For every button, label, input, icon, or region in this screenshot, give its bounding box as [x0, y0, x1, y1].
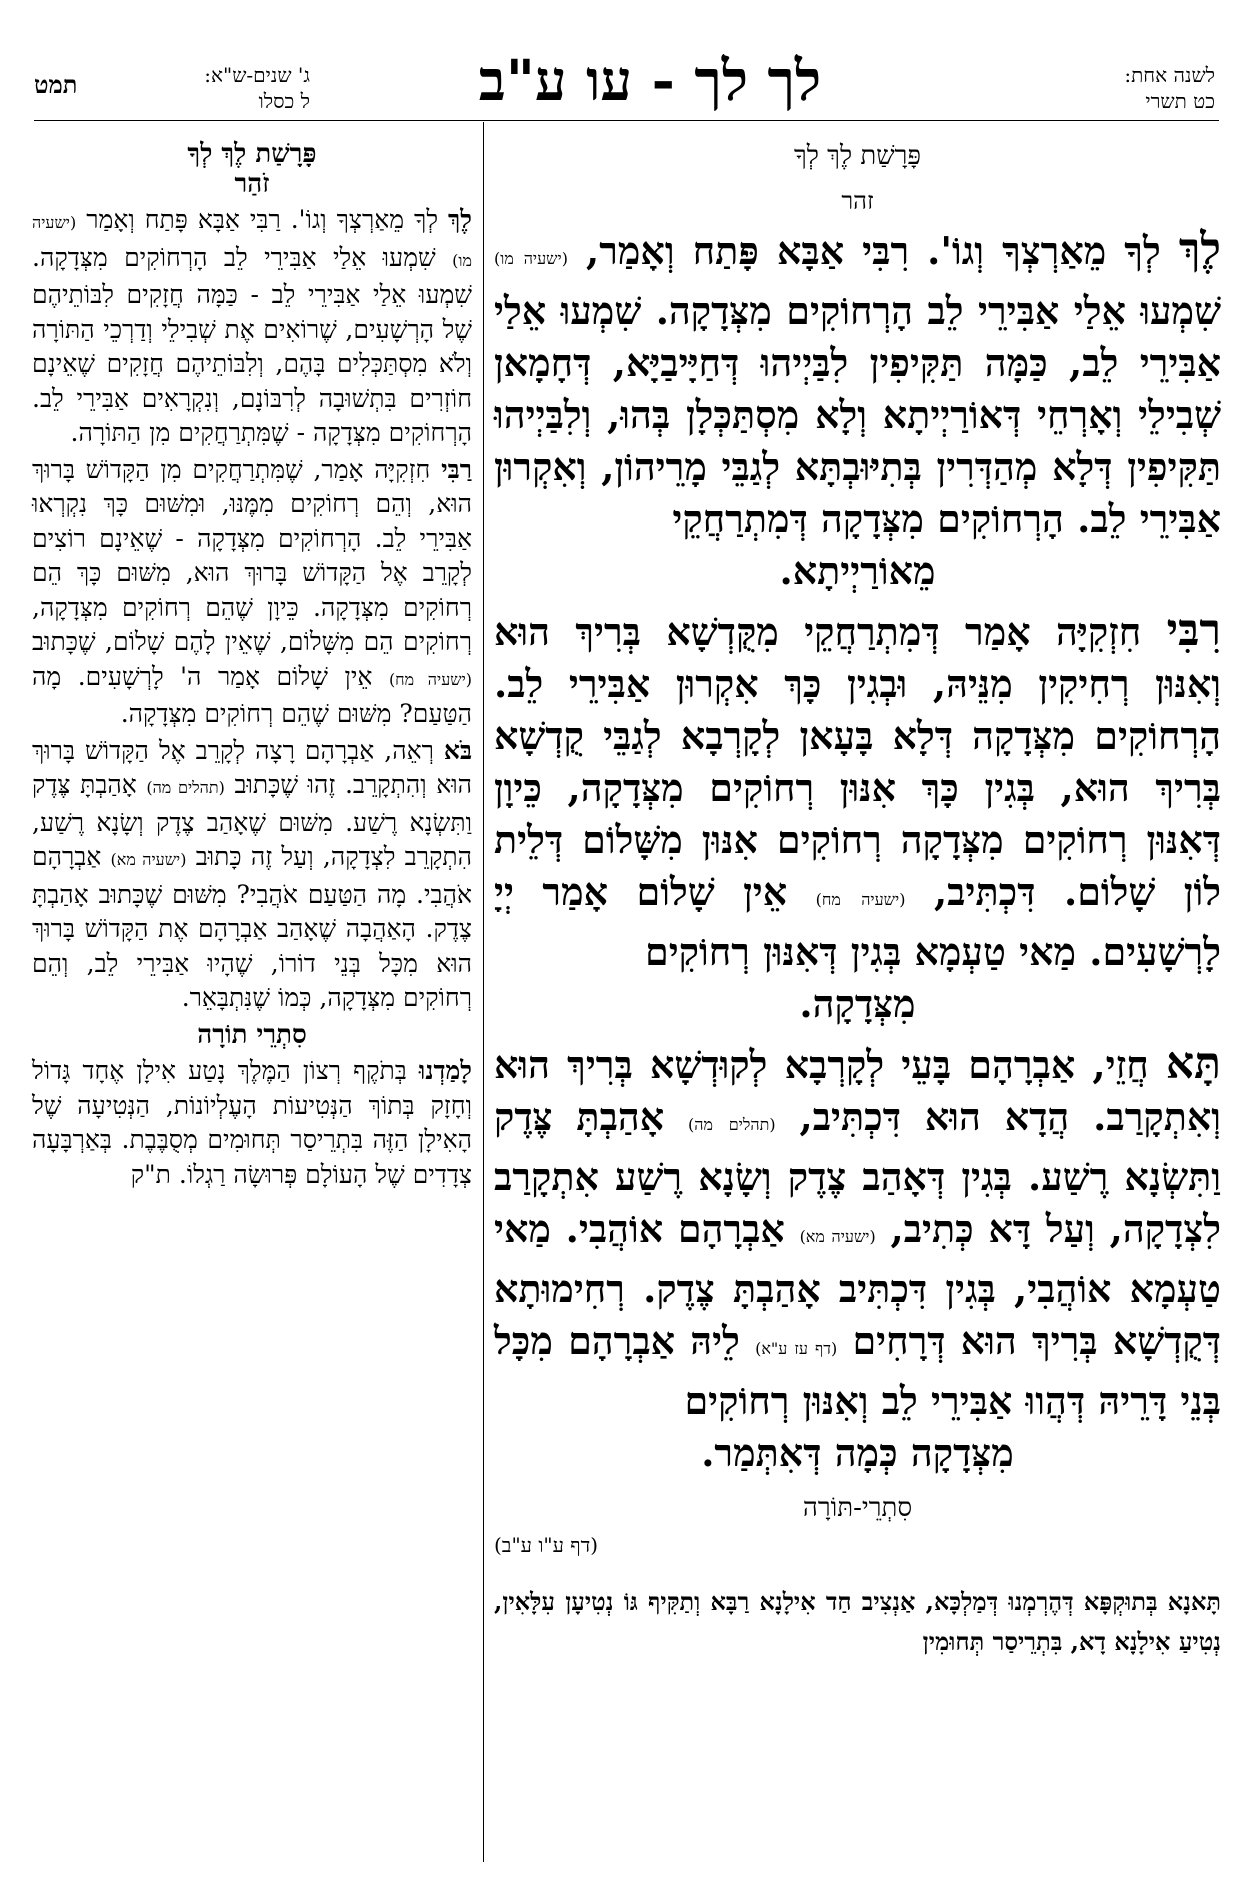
drop-word: רַבִּי: [441, 454, 472, 484]
parsha-heading: פָּרָשַׁת לֶךְ לְךָ: [793, 141, 922, 171]
daf-reference: (דף עז ע"א): [755, 1339, 838, 1358]
drop-word: לָמַדְנוּ: [418, 1056, 472, 1085]
verse-reference: (תהלים מה): [146, 778, 225, 797]
drop-word: תָּא: [1165, 1038, 1221, 1089]
column-divider: [483, 122, 484, 1862]
drop-word: רִבִּי: [1166, 605, 1221, 656]
verse-reference: (ישעיה מו): [494, 249, 568, 268]
drop-word: לֶךְ: [1178, 224, 1222, 275]
header-divider: [34, 120, 1219, 121]
verse-reference: (ישעיה מא): [110, 850, 187, 869]
translation-paragraph: [32, 734, 472, 1016]
verse-reference: (ישעיה מא): [799, 1227, 876, 1246]
verse-reference: (ישעיה מח): [815, 890, 906, 909]
zohar-heading: זֹהַר: [234, 169, 270, 199]
header-left-line1: ג' שנים-ש"א:: [204, 63, 310, 87]
sitrei-torah-heading: סִתְרֵי-תּוֹרָה: [802, 1493, 913, 1523]
drop-word: לֶךְ: [448, 205, 472, 234]
zohar-heading: זהר: [841, 187, 874, 215]
main-paragraph: [494, 224, 1221, 597]
translation-text: [32, 203, 472, 1192]
verse-reference: (ישעיה מו): [32, 213, 472, 270]
main-paragraph: [494, 605, 1221, 1030]
text-run: אַבְרָהָם אוֹהֲבִי. מַאי טַעְמָא אוֹהֲבִי, בְּגִין דִּכְתִּיב אָהַבְתָּ צֶדֶק. רְחִימוּתָא דְּקֻדְשָׁא בְּרִיךְ הוּא דְּרָחִים: [494, 1206, 1222, 1363]
header-left-line2: ל כסלו: [258, 89, 310, 113]
text-run: שִׁמְעוּ אֵלַי אַבִּירֵי לֵב הָרְחוֹקִים מִצְּדָקָה. שִׁמְעוּ אֵלַי אַבִּירֵי לֵב - כַּמָּה חֲזָקִים לִבּוֹתֵיהֶם שֶׁל הָרְשָׁעִים, שֶׁרוֹאִים אֶת שְׁבִילֵי וְדַרְכֵי הַתּוֹרָה וְלֹא מִסְתַּכְּלִים בָּהֶם, וְלִבּוֹתֵיהֶם חֲזָקִים שֶׁאֵינָם חוֹזְרִים בִּתְשׁוּבָה לְרִבּוֹנָם, וְנִקְרָאִים אַבִּירֵי לֵב. הָרְחוֹקִים מִצְּדָקָה - שֶׁמִּתְרַחֲקִים מִן הַתּוֹרָה.: [32, 242, 472, 447]
text-run: אֵין שָׁלוֹם אָמַר יְיָ לָרְשָׁעִים. מַאי טַעְמָא בְּגִין דְּאִנּוּן רְחוֹקִים: [494, 869, 1221, 974]
text-run: בְּתֹקֶף רְצוֹן הַמֶּלֶךְ נָטַע אִילָן אֶחָד גָּדוֹל וְחָזָק בְּתוֹךְ הַנְּטִיעוֹת הָעֶלְיוֹנוֹת, הַנְּטִיעָה שֶׁל הָאִילָן הַזֶּה בִּתְרֵיסַר תְּחוּמִים מְסֻבֶּבֶת. בְּאַרְבָּעָה צְדָדִים שֶׁל הָעוֹלָם פְּרוּשָׂה רַגְלוֹ. ת"ק: [32, 1056, 472, 1189]
translation-paragraph: [32, 453, 472, 732]
text-run: חִזְקִיָּה אָמַר דְּמִתְרַחֲקֵי מִקֻּדְשָׁא בְּרִיךְ הוּא וְאִנּוּן רְחִיקִין מִנֵּיהּ, וּבְגִין כָּךְ אִקְרוּן אַבִּירֵי לֵב. הָרְחוֹקִים מִצְּדָקָה דְּלָא בָּעָאן לְקָרְבָא לְגַבֵּי קֻדְשָׁא בְּרִיךְ הוּא, בְּגִין כָּךְ אִנּוּן רְחוֹקִים מִצְּדָקָה, כֵּיוָן דְּאִנּוּן רְחוֹקִים מִצְּדָקָה רְחוֹקִים אִנּוּן מִשָּׁלוֹם דְּלֵית לוֹן שָׁלוֹם. דִּכְתִּיב,: [494, 609, 1221, 914]
sitrei-torah-heading: סִתְרֵי תוֹרָה: [197, 1019, 307, 1050]
header-right-line2: כט תשרי: [1145, 89, 1215, 113]
text-run: אֵין שָׁלוֹם אָמַר ה' לָרְשָׁעִים. מָה הַטַּעַם? מִשּׁוּם שֶׁהֵם רְחוֹקִים מִצְּדָקָה.: [32, 661, 472, 728]
running-header: [0, 0, 1253, 114]
text-run: לְךָ מֵאַרְצְךָ וְגוֹ'. רִבִּי אַבָּא פָּתַח וְאָמַר,: [586, 228, 1179, 273]
header-left-note: [140, 62, 310, 114]
header-right-line1: לשנה אחת:: [1124, 63, 1215, 87]
paragraph-tail: מִצְּדָקָה.: [799, 981, 916, 1026]
text-run: אָהַבְתָּ צֶּדֶק וַתִּשְׂנָא רֶשַׁע. מִשּׁוּם שֶׁאָהַב צֶדֶק וְשָׂנָא רֶשַׁע, הִתְקָרֵב לִצְדָקָה, וְעַל זֶה כָּתוּב: [32, 770, 472, 871]
text-run: לֵיהּ אַבְרָהָם מִכָּל בְּנֵי דָּרֵיהּ דְּהֲווּ אַבִּירֵי לֵב וְאִנּוּן רְחוֹקִים: [494, 1318, 1221, 1423]
main-paragraph: [494, 1038, 1221, 1479]
verse-reference: (ישעיה מח): [388, 669, 473, 689]
text-run: אָהַבְתָּ צֶּדֶק וַתִּשְׂנָא רֶשַׁע. בְּגִין דְּאָהַב צֶדֶק וְשָׂנָא רֶשַׁע אִתְקָרַב לִצְדָקָה, וְעַל דָּא כְּתִיב,: [494, 1094, 1222, 1251]
verse-reference: (תהלים מה): [688, 1115, 776, 1134]
text-run: אַבְרָהָם אֹהֲבִי. מָה הַטַּעַם אֹהֲבִי? מִשּׁוּם שֶׁכָּתוּב אָהַבְתָּ צֶדֶק. הָאַהֲבָה שֶׁאָהַב אַבְרָהָם אֶת הַקָּדוֹשׁ בָּרוּךְ הוּא מִכָּל בְּנֵי דוֹרוֹ, שֶׁהָיוּ אַבִּירֵי לֵב, וְהֵם רְחוֹקִים מִצְּדָקָה, כְּמוֹ שֶׁנִּתְבָּאֵר.: [32, 842, 472, 1012]
text-run: לְךָ מֵאַרְצְךָ וְגוֹ'. רַבִּי אַבָּא פָּתַח וְאָמַר: [86, 205, 449, 234]
paragraph-tail: מֵאוֹרַיְיתָא.: [779, 548, 936, 593]
drop-word: בֹּא: [443, 735, 472, 765]
text-run: רְאֵה, אַבְרָהָם רָצָה לְקָרֵב אֶל הַקָּדוֹשׁ בָּרוּךְ הוּא וְהִתְקָרֵב. זֶהוּ שֶׁכָּתוּב: [32, 735, 473, 799]
sitrei-torah-text: תָּאנָא בְּתוּקְפָּא דְּהֶרְמְנוּ דְּמַלְכָּא, אַנְצִיב חַד אִילָנָא רַבָּא וְתַקִּיף גּוֹ נְטִיעָן עִלָּאִין, נְטִיעַ אִילָנָא דָא, בִּתְרֵיסַר תְּחוּמִין: [494, 1587, 1221, 1656]
main-column: [494, 135, 1221, 1662]
text-run: חֲזֵי, אַבְרָהָם בָּעֵי לְקָרְבָא לְקוּדְשָׁא בְּרִיךְ הוּא וְאִתְקָרַב. הֲדָא הוּא דִּכְתִּיב,: [494, 1042, 1221, 1139]
paragraph-tail: מִצְּדָקָה כְּמָה דְּאִתְּמַר.: [701, 1430, 1014, 1475]
page-title: לך לך - עו ע"ב: [478, 48, 822, 114]
daf-marker: (דף ע"ו ע"ב): [494, 1533, 599, 1557]
parsha-heading: פָּרָשַׁת לֶךְ לְךָ: [187, 139, 317, 169]
main-text: [494, 224, 1221, 1479]
header-right-note: [1124, 62, 1215, 114]
translation-paragraph: [32, 203, 472, 451]
text-run: שִׁמְעוּ אֵלַי אַבִּירֵי לֵב הָרְחוֹקִים מִצְּדָקָה. שִׁמְעוּ אֵלַי אַבִּירֵי לֵב, כַּמָּה תַּקִּיפִין לִבַּיְיהוּ דְּחַיָּיבַיָּא, דְּחָמָאן שְׁבִילֵי וְאָרְחֵי דְּאוֹרַיְיתָא וְלָא מִסְתַּכְּלָן בְּהוּ, וְלִבַּיְיהוּ תַּקִּיפִין דְּלָא מְהַדְּרִין בְּתִיּוּבְתָּא לְגַבֵּי מָרֵיהוֹן, וְאִקְרוּן אַבִּירֵי לֵב. הָרְחוֹקִים מִצְּדָקָה דְּמִתְרַחֲקֵי: [494, 288, 1221, 541]
translation-column: [32, 135, 472, 1194]
text-run: חִזְקִיָּה אָמַר, שֶׁמִּתְרַחֲקִים מִן הַקָּדוֹשׁ בָּרוּךְ הוּא, וְהֵם רְחוֹקִים מִמֶּנּוּ, וּמִשּׁוּם כָּךְ נִקְרְאוּ אַבִּירֵי לֵב. הָרְחוֹקִים מִצְּדָקָה - שֶׁאֵינָם רוֹצִים לְקָרֵב אֶל הַקָּדוֹשׁ בָּרוּךְ הוּא, מִשּׁוּם כָּךְ הֵם רְחוֹקִים מִצְּדָקָה. כֵּיוָן שֶׁהֵם רְחוֹקִים מִצְּדָקָה, רְחוֹקִים הֵם מִשָּׁלוֹם, שֶׁאֵין לָהֶם שָׁלוֹם, שֶׁכָּתוּב: [32, 454, 472, 656]
translation-paragraph: [32, 1054, 472, 1192]
page-number: תמט: [34, 70, 78, 99]
